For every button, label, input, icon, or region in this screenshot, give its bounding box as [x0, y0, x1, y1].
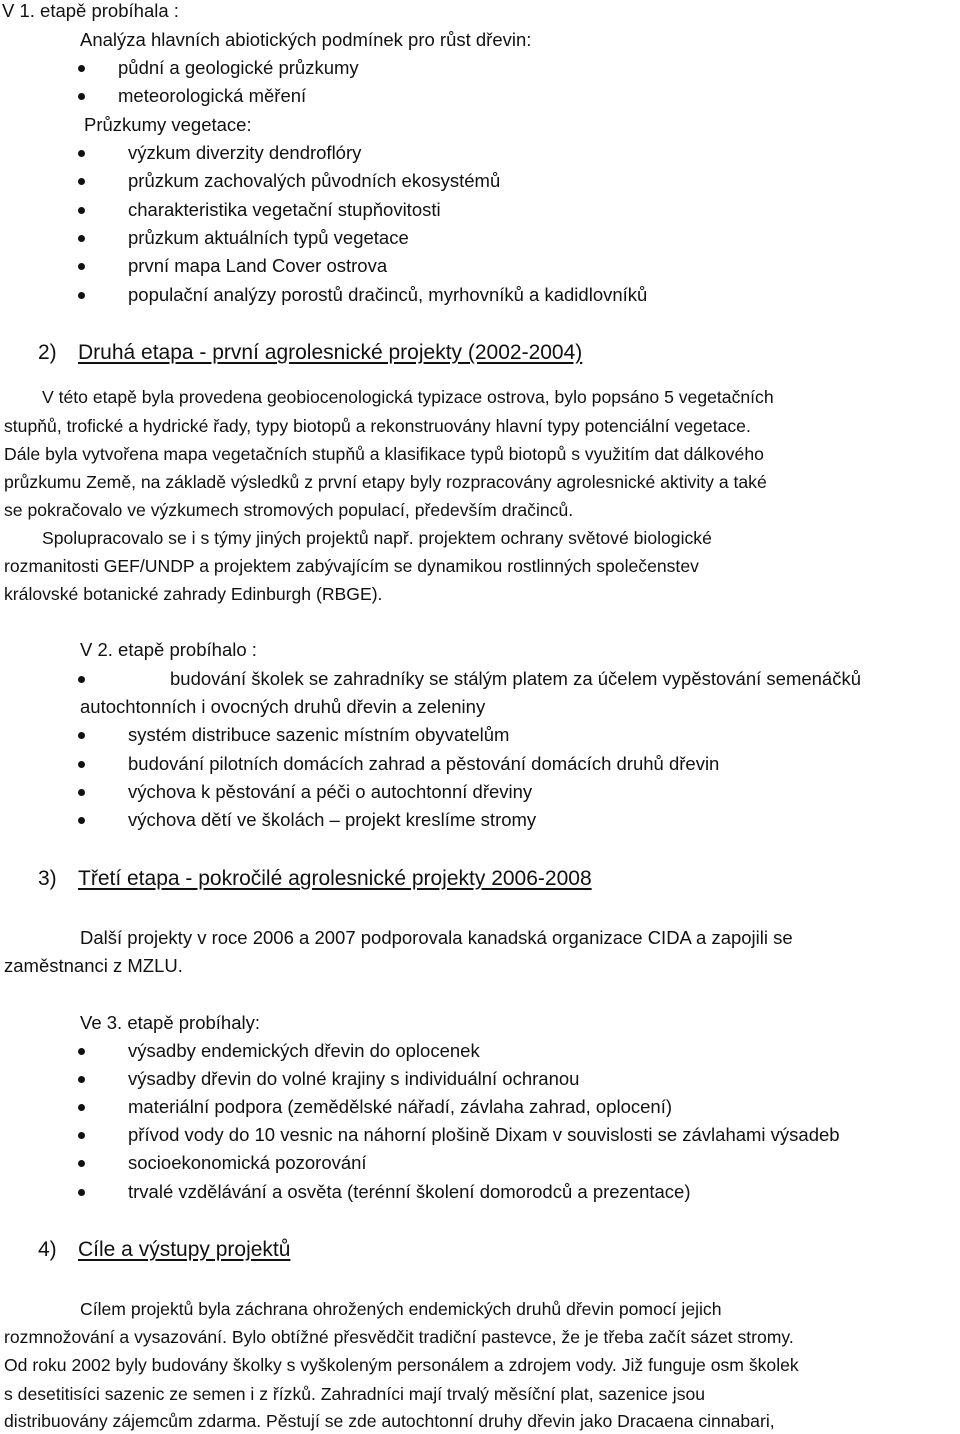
- paragraph-line: stupňů, trofické a hydrické řady, typy biotopů a rekonstruovány hlavní typy potenciální vegetace.: [4, 416, 751, 436]
- paragraph-line: rozmnožování a vysazování. Bylo obtížné přesvědčit tradiční pastevce, že je třeba začít sázet stromy.: [4, 1327, 794, 1347]
- section-3-title: Třetí etapa - pokročilé agrolesnické projekty 2006-2008: [78, 867, 592, 890]
- paragraph-line: Od roku 2002 byly budovány školky s vyškoleným personálem a zdrojem vody. Již funguje osm školek: [4, 1355, 799, 1375]
- stage1-intro: V 1. etapě probíhala :: [2, 0, 179, 21]
- stage2-intro: V 2. etapě probíhalo :: [80, 639, 257, 660]
- section-2-title: Druhá etapa - první agrolesnické projekty (2002-2004): [78, 341, 583, 364]
- paragraph-line: Dále byla vytvořena mapa vegetačních stupňů a klasifikace typů biotopů s využitím dat dálkového: [4, 444, 764, 464]
- paragraph-line: se pokračovalo ve výzkumech stromových populací, především dračinců.: [4, 500, 574, 520]
- paragraph-line: V této etapě byla provedena geobiocenologická typizace ostrova, bylo popsáno 5 vegetačních: [42, 387, 774, 407]
- vegetation-heading: Průzkumy vegetace:: [84, 114, 252, 135]
- stage3-intro: Ve 3. etapě probíhaly:: [80, 1012, 260, 1033]
- paragraph-line: průzkumu Země, na základě výsledků z první etapy byly rozpracovány agrolesnické aktivity a také: [4, 472, 767, 492]
- paragraph-line: královské botanické zahrady Edinburgh (RBGE).: [4, 584, 383, 604]
- paragraph-line: Další projekty v roce 2006 a 2007 podporovala kanadská organizace CIDA a zapojili se: [80, 927, 793, 948]
- paragraph-line: zaměstnanci z MZLU.: [4, 955, 183, 976]
- abiotic-heading: Analýza hlavních abiotických podmínek pro růst dřevin:: [80, 29, 532, 50]
- paragraph-line: s desetitisíci sazenic ze semen i z řízků. Zahradníci mají trvalý měsíční plat, sazenice jsou: [4, 1384, 706, 1404]
- section-4-title: Cíle a výstupy projektů: [78, 1238, 291, 1261]
- paragraph-line: rozmanitosti GEF/UNDP a projektem zabývajícím se dynamikou rostlinných společenstev: [4, 556, 699, 576]
- list-item-continuation: autochtonních i ovocných druhů dřevin a zeleniny: [80, 696, 486, 717]
- paragraph-line: Cílem projektů byla záchrana ohrožených endemických druhů dřevin pomocí jejich: [80, 1299, 722, 1319]
- paragraph-line: Spolupracovalo se i s týmy jiných projektů např. projektem ochrany světové biologické: [42, 528, 712, 548]
- paragraph-line: distribuovány zájemcům zdarma. Pěstují se zde autochtonní druhy dřevin jako Dracaena cinnabari,: [4, 1411, 775, 1431]
